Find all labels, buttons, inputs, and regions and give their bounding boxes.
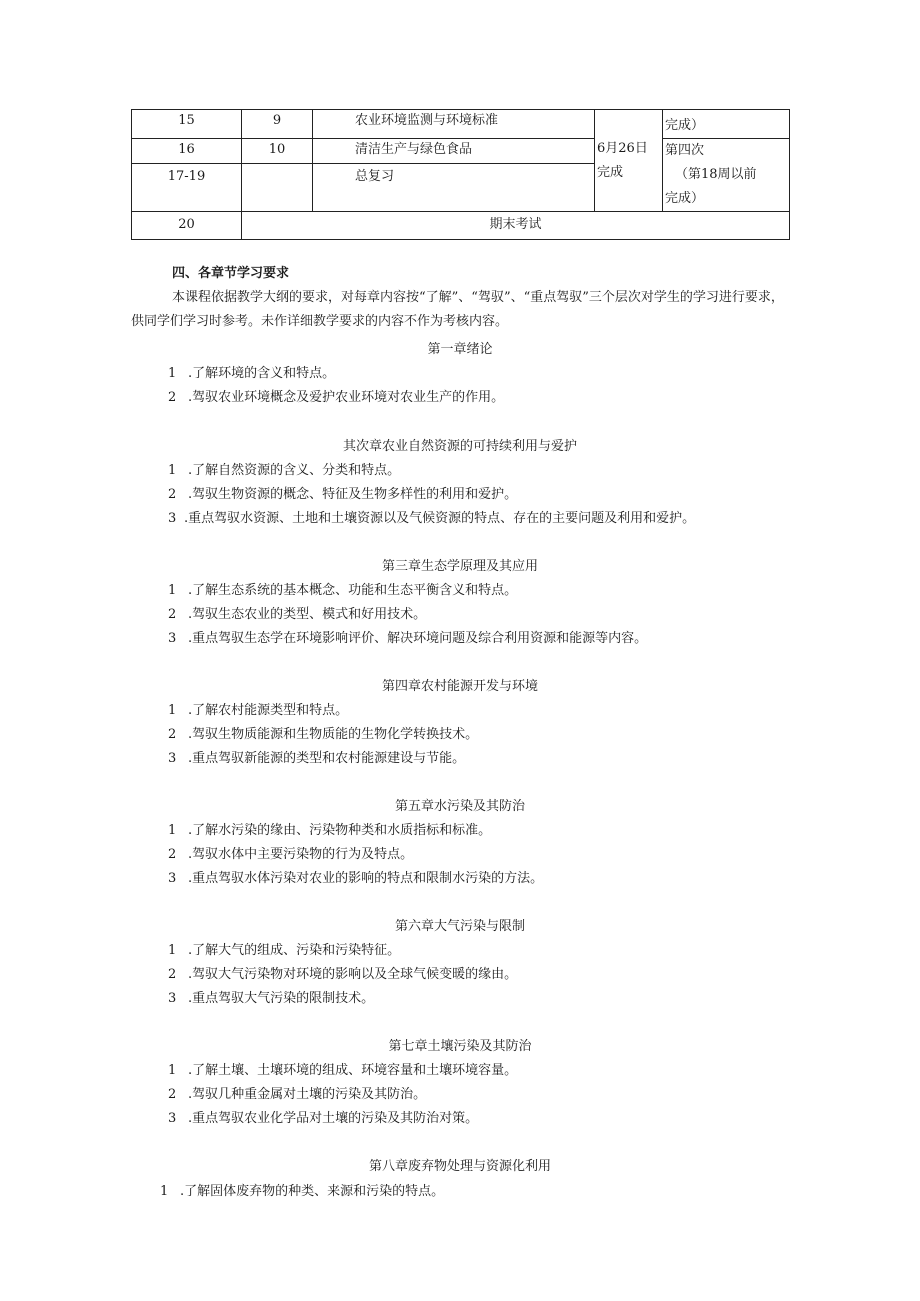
chapter-title: 第三章生态学原理及其应用: [381, 559, 538, 574]
list-item: [168, 507, 695, 526]
item-number: 1: [160, 1184, 169, 1199]
item-text: .驾驭大气污染物对环境的影响以及全球气候变暖的缘由。: [188, 967, 518, 982]
note-line: （第18周以前: [675, 167, 757, 182]
item-number: 1: [168, 583, 177, 598]
item-number: 1: [168, 703, 177, 718]
item-number: 2: [168, 727, 177, 742]
note-cell: [663, 110, 790, 139]
item-number: 3: [168, 751, 177, 766]
item-text: .驾驭几种重金属对土壤的污染及其防治。: [188, 1087, 427, 1102]
lesson-cell: [242, 164, 313, 212]
date-line: 完成: [597, 164, 624, 180]
section-intro: 本课程依据教学大纲的要求，对每章内容按“了解”、“驾驭”、“重点驾驭”三个层次对学生的学习进行要求，供同学们学习时参考。未作详细教学要求的内容不作为考核内容。: [131, 290, 784, 329]
item-number: 2: [168, 967, 177, 982]
section-heading: 四、各章节学习要求: [172, 266, 290, 281]
topic-cell: 总复习: [313, 164, 595, 212]
week-cell: 20: [132, 212, 242, 240]
item-text: .驾驭农业环境概念及爱护农业环境对农业生产的作用。: [188, 390, 505, 405]
list-item: [168, 963, 517, 982]
item-text: .重点驾驭新能源的类型和农村能源建设与节能。: [188, 751, 466, 766]
item-text: .驾驭水体中主要污染物的行为及特点。: [188, 847, 414, 862]
item-number: 2: [168, 607, 177, 622]
list-item: [168, 723, 478, 742]
list-item: [168, 459, 400, 478]
list-item: [168, 987, 374, 1006]
item-text: .重点驾驭生态学在环境影响评价、解决环境问题及综合利用资源和能源等内容。: [188, 631, 648, 646]
item-number: 3: [168, 1111, 177, 1126]
list-item: [168, 1083, 426, 1102]
table-row: [132, 139, 790, 164]
week-cell: 16: [132, 139, 242, 164]
final-exam-cell: 期末考试: [242, 212, 790, 240]
chapter-title: 第七章土壤污染及其防治: [388, 1039, 532, 1054]
item-text: .重点驾驭水体污染对农业的影响的特点和限制水污染的方法。: [188, 871, 544, 886]
topic-cell: 清洁生产与绿色食品: [313, 139, 595, 164]
item-number: 3: [168, 511, 177, 526]
list-item: [168, 939, 400, 958]
list-item: [168, 699, 348, 718]
date-line: 6月26日: [597, 140, 648, 156]
item-text: .了解固体废弃物的种类、来源和污染的特点。: [180, 1184, 445, 1199]
item-text: .重点驾驭农业化学品对土壤的污染及其防治对策。: [188, 1111, 479, 1126]
list-item: [168, 483, 517, 502]
list-item: [168, 1059, 517, 1078]
item-text: .驾驭生物资源的概念、特征及生物多样性的利用和爱护。: [188, 487, 518, 502]
item-number: 2: [168, 1087, 177, 1102]
item-number: 3: [168, 631, 177, 646]
item-number: 3: [168, 871, 177, 886]
item-text: .了解自然资源的含义、分类和特点。: [188, 463, 401, 478]
chapter-title: 第六章大气污染与限制: [394, 919, 525, 934]
list-item: [168, 867, 543, 886]
item-text: .了解生态系统的基本概念、功能和生态平衡含义和特点。: [188, 583, 518, 598]
item-text: .了解土壤、土壤环境的组成、环境容量和土壤环境容量。: [188, 1063, 518, 1078]
item-text: .了解大气的组成、污染和污染特征。: [188, 943, 401, 958]
week-cell: 17-19: [132, 164, 242, 212]
item-text: .驾驭生态农业的类型、模式和好用技术。: [188, 607, 427, 622]
list-item: [168, 747, 465, 766]
note-line: 完成）: [665, 118, 705, 133]
chapter-title: 第一章绪论: [427, 342, 493, 357]
lesson-cell: 10: [242, 139, 313, 164]
item-text: .重点驾驭水资源、土地和土壤资源以及气候资源的特点、存在的主要问题及利用和爱护。: [184, 511, 696, 526]
table-row: [132, 212, 790, 240]
completion-date-cell: [595, 110, 663, 212]
chapter-title: 第五章水污染及其防治: [394, 799, 525, 814]
chapter-title: 第八章废弃物处理与资源化利用: [368, 1159, 551, 1174]
topic-cell: 农业环境监测与环境标准: [313, 110, 595, 139]
item-text: .了解水污染的缘由、污染物种类和水质指标和标准。: [188, 823, 492, 838]
item-number: 2: [168, 847, 177, 862]
item-text: .了解农村能源类型和特点。: [188, 703, 349, 718]
list-item: [168, 1107, 478, 1126]
note-line: 完成）: [665, 191, 705, 206]
item-number: 1: [168, 366, 177, 381]
list-item: [168, 362, 335, 381]
chapter-title: 第四章农村能源开发与环境: [381, 679, 538, 694]
item-number: 2: [168, 390, 177, 405]
schedule-table: [131, 109, 790, 240]
note-line: 第四次: [665, 143, 705, 158]
list-item: [168, 386, 504, 405]
note-cell: [663, 139, 790, 212]
item-text: .驾驭生物质能源和生物质能的生物化学转换技术。: [188, 727, 479, 742]
list-item: [168, 603, 426, 622]
item-number: 1: [168, 1063, 177, 1078]
lesson-cell: 9: [242, 110, 313, 139]
list-item: [168, 579, 517, 598]
list-item: [168, 627, 647, 646]
table-row: [132, 110, 790, 139]
item-number: 1: [168, 463, 177, 478]
item-number: 3: [168, 991, 177, 1006]
item-number: 1: [168, 943, 177, 958]
list-item: [168, 819, 491, 838]
item-number: 2: [168, 487, 177, 502]
chapter-title: 其次章农业自然资源的可持续利用与爱护: [342, 439, 577, 454]
list-item: [160, 1180, 444, 1199]
week-cell: 15: [132, 110, 242, 139]
list-item: [168, 843, 413, 862]
item-text: .重点驾驭大气污染的限制技术。: [188, 991, 375, 1006]
item-text: .了解环境的含义和特点。: [188, 366, 336, 381]
item-number: 1: [168, 823, 177, 838]
